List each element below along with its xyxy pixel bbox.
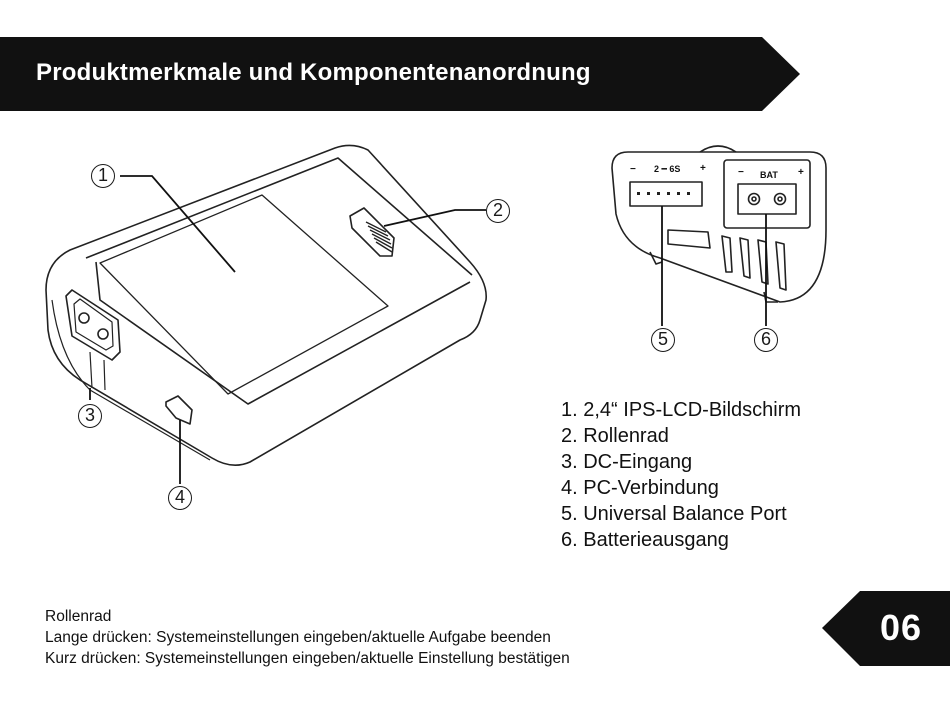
legend-item: 3. DC-Eingang xyxy=(561,451,693,473)
legend-item: 6. Batterieausgang xyxy=(561,529,729,551)
component-legend xyxy=(561,397,801,553)
legend-item: 4. PC-Verbindung xyxy=(561,477,719,499)
balance-minus-label: − xyxy=(630,164,636,175)
page-number-badge xyxy=(822,591,950,666)
legend-item: 1. 2,4“ IPS-LCD-Bildschirm xyxy=(561,399,802,421)
note-line-short-press: Kurz drücken: Systemeinstellungen eingeben/aktuelle Einstellung bestätigen xyxy=(45,650,570,667)
bat-port-label: BAT xyxy=(760,170,778,180)
page-title: Produktmerkmale und Komponentenanordnung xyxy=(36,59,591,86)
note-line-long-press: Lange drücken: Systemeinstellungen eingeben/aktuelle Aufgabe beenden xyxy=(45,629,551,646)
bat-plus-label: + xyxy=(798,167,804,178)
callout-2: 2 xyxy=(486,199,510,223)
scroll-wheel-note xyxy=(45,606,570,669)
callout-3: 3 xyxy=(78,404,102,428)
callout-4: 4 xyxy=(168,486,192,510)
callout-1: 1 xyxy=(91,164,115,188)
callout-5: 5 xyxy=(651,328,675,352)
balance-port-label: 2 ━ 6S xyxy=(654,164,681,174)
balance-plus-label: + xyxy=(700,163,706,174)
page-number: 06 xyxy=(880,607,923,648)
bat-minus-label: − xyxy=(738,167,744,178)
callout-6: 6 xyxy=(754,328,778,352)
note-heading: Rollenrad xyxy=(45,608,112,625)
legend-item: 2. Rollenrad xyxy=(561,425,669,447)
legend-item: 5. Universal Balance Port xyxy=(561,503,787,525)
